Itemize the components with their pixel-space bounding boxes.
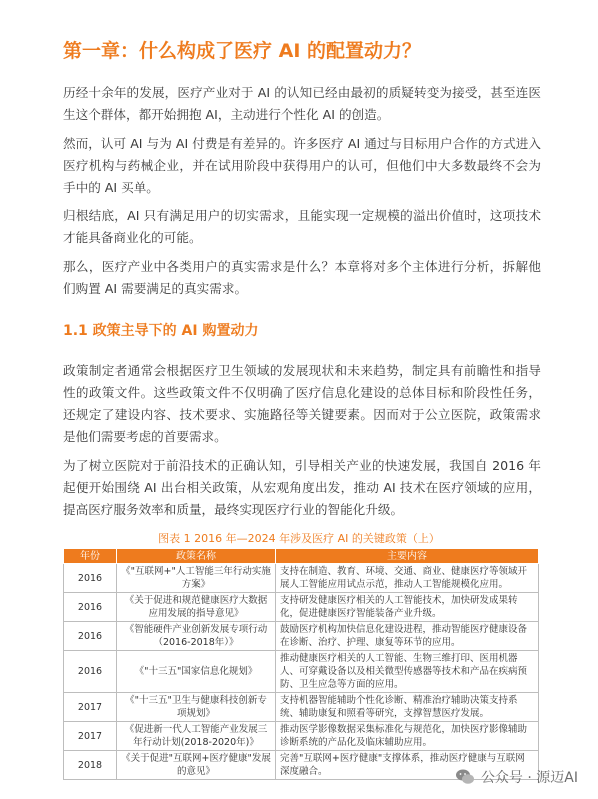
row-year: 2017 — [64, 722, 117, 751]
header-year: 年份 — [64, 549, 117, 564]
row-content: 支持在制造、教育、环境、交通、商业、健康医疗等领域开展人工智能应用试点示范，推动人工智能规模化应用。 — [276, 564, 539, 593]
intro-paragraph-2: 然而，认可 AI 与为 AI 付费是有差异的。许多医疗 AI 通过与目标用户合作的方式进入医疗机构与药械企业，并在试用阶段中获得用户的认可，但他们中大多数最终不会为手中的 AI 买单。 — [63, 136, 541, 195]
header-policy-name: 政策名称 — [117, 549, 276, 564]
chapter-title: 第一章：什么构成了医疗 AI 的配置动力？ — [63, 40, 422, 62]
row-year: 2016 — [64, 622, 117, 651]
row-year: 2016 — [64, 564, 117, 593]
row-policy-name: 《关于促进和规范健康医疗大数据应用发展的指导意见》 — [117, 593, 276, 622]
row-year: 2016 — [64, 593, 117, 622]
intro-paragraph-3: 归根结底，AI 只有满足用户的切实需求，且能实现一定规模的溢出价值时，这项技术才能具备商业化的可能。 — [63, 208, 541, 245]
intro-paragraph-4: 那么，医疗产业中各类用户的真实需求是什么？本章将对多个主体进行分析，拆解他们购置 AI 需要满足的真实需求。 — [63, 259, 541, 296]
intro-paragraph-1: 历经十余年的发展，医疗产业对于 AI 的认知已经由最初的质疑转变为接受，甚至连医生这个群体，都开始拥抱 AI，主动进行个性化 AI 的创造。 — [63, 85, 541, 122]
row-content: 鼓励医疗机构加快信息化建设进程，推动智能医疗健康设备在诊断、治疗、护理、康复等环节的应用。 — [276, 622, 539, 651]
header-main-content: 主要内容 — [276, 549, 539, 564]
row-year: 2017 — [64, 693, 117, 722]
section-paragraph-2: 为了树立医院对于前沿技术的正确认知，引导相关产业的快速发展，我国自 2016 年起便开始围绕 AI 出台相关政策，从宏观角度出发，推动 AI 技术在医疗领域的应用，提高医疗服务效率和质量，最终实现医疗行业的智能化升级。 — [63, 458, 541, 517]
section-title: 1.1 政策主导下的 AI 购置动力 — [63, 323, 259, 339]
row-content: 完善"互联网+医疗健康"支撑体系，推动医疗健康与互联网深度融合。 — [276, 751, 539, 780]
row-policy-name: 《智能硬件产业创新发展专项行动（2016-2018年）》 — [117, 622, 276, 651]
table-row — [64, 622, 539, 651]
row-year: 2016 — [64, 651, 117, 693]
table-row — [64, 651, 539, 693]
section-paragraph-1: 政策制定者通常会根据医疗卫生领域的发展现状和未来趋势，制定具有前瞻性和指导性的政策文件。这些政策文件不仅明确了医疗信息化建设的总体目标和阶段性任务，还规定了建设内容、技术要求、实施路径等关键要素。因而对于公立医院，政策需求是他们需要考虑的首要需求。 — [63, 363, 541, 444]
row-policy-name: 《关于促进"互联网+医疗健康"发展的意见》 — [117, 751, 276, 780]
table-row — [64, 693, 539, 722]
row-policy-name: 《"十三五"国家信息化规划》 — [117, 651, 276, 693]
row-policy-name: 《"十三五"卫生与健康科技创新专项规划》 — [117, 693, 276, 722]
row-policy-name: 《促进新一代人工智能产业发展三年行动计划(2018-2020年)》 — [117, 722, 276, 751]
row-year: 2018 — [64, 751, 117, 780]
watermark-text: 公众号 · 源迈AI — [480, 770, 578, 786]
table-row — [64, 564, 539, 593]
policy-table — [63, 548, 539, 780]
row-content: 支持研发健康医疗相关的人工智能技术，加快研发成果转化，促进健康医疗智能装备产业升级。 — [276, 593, 539, 622]
watermark — [455, 767, 578, 787]
row-policy-name: 《"互联网+"人工智能三年行动实施方案》 — [117, 564, 276, 593]
figure-caption: 图表 1 2016 年—2024 年涉及医疗 AI 的关键政策（上） — [158, 532, 440, 545]
row-content: 支持机器智能辅助个性化诊断、精准治疗辅助决策支持系统、辅助康复和照看等研究，支撑智慧医疗发展。 — [276, 693, 539, 722]
table-header-row — [64, 549, 539, 564]
wechat-icon — [455, 768, 475, 786]
row-content: 推动健康医疗相关的人工智能、生物三维打印、医用机器人、可穿戴设备以及相关微型传感器等技术和产品在疾病预防、卫生应急等方面的应用。 — [276, 651, 539, 693]
table-row — [64, 722, 539, 751]
row-content: 推动医学影像数据采集标准化与规范化，加快医疗影像辅助诊断系统的产品化及临床辅助应用。 — [276, 722, 539, 751]
table-row — [64, 593, 539, 622]
